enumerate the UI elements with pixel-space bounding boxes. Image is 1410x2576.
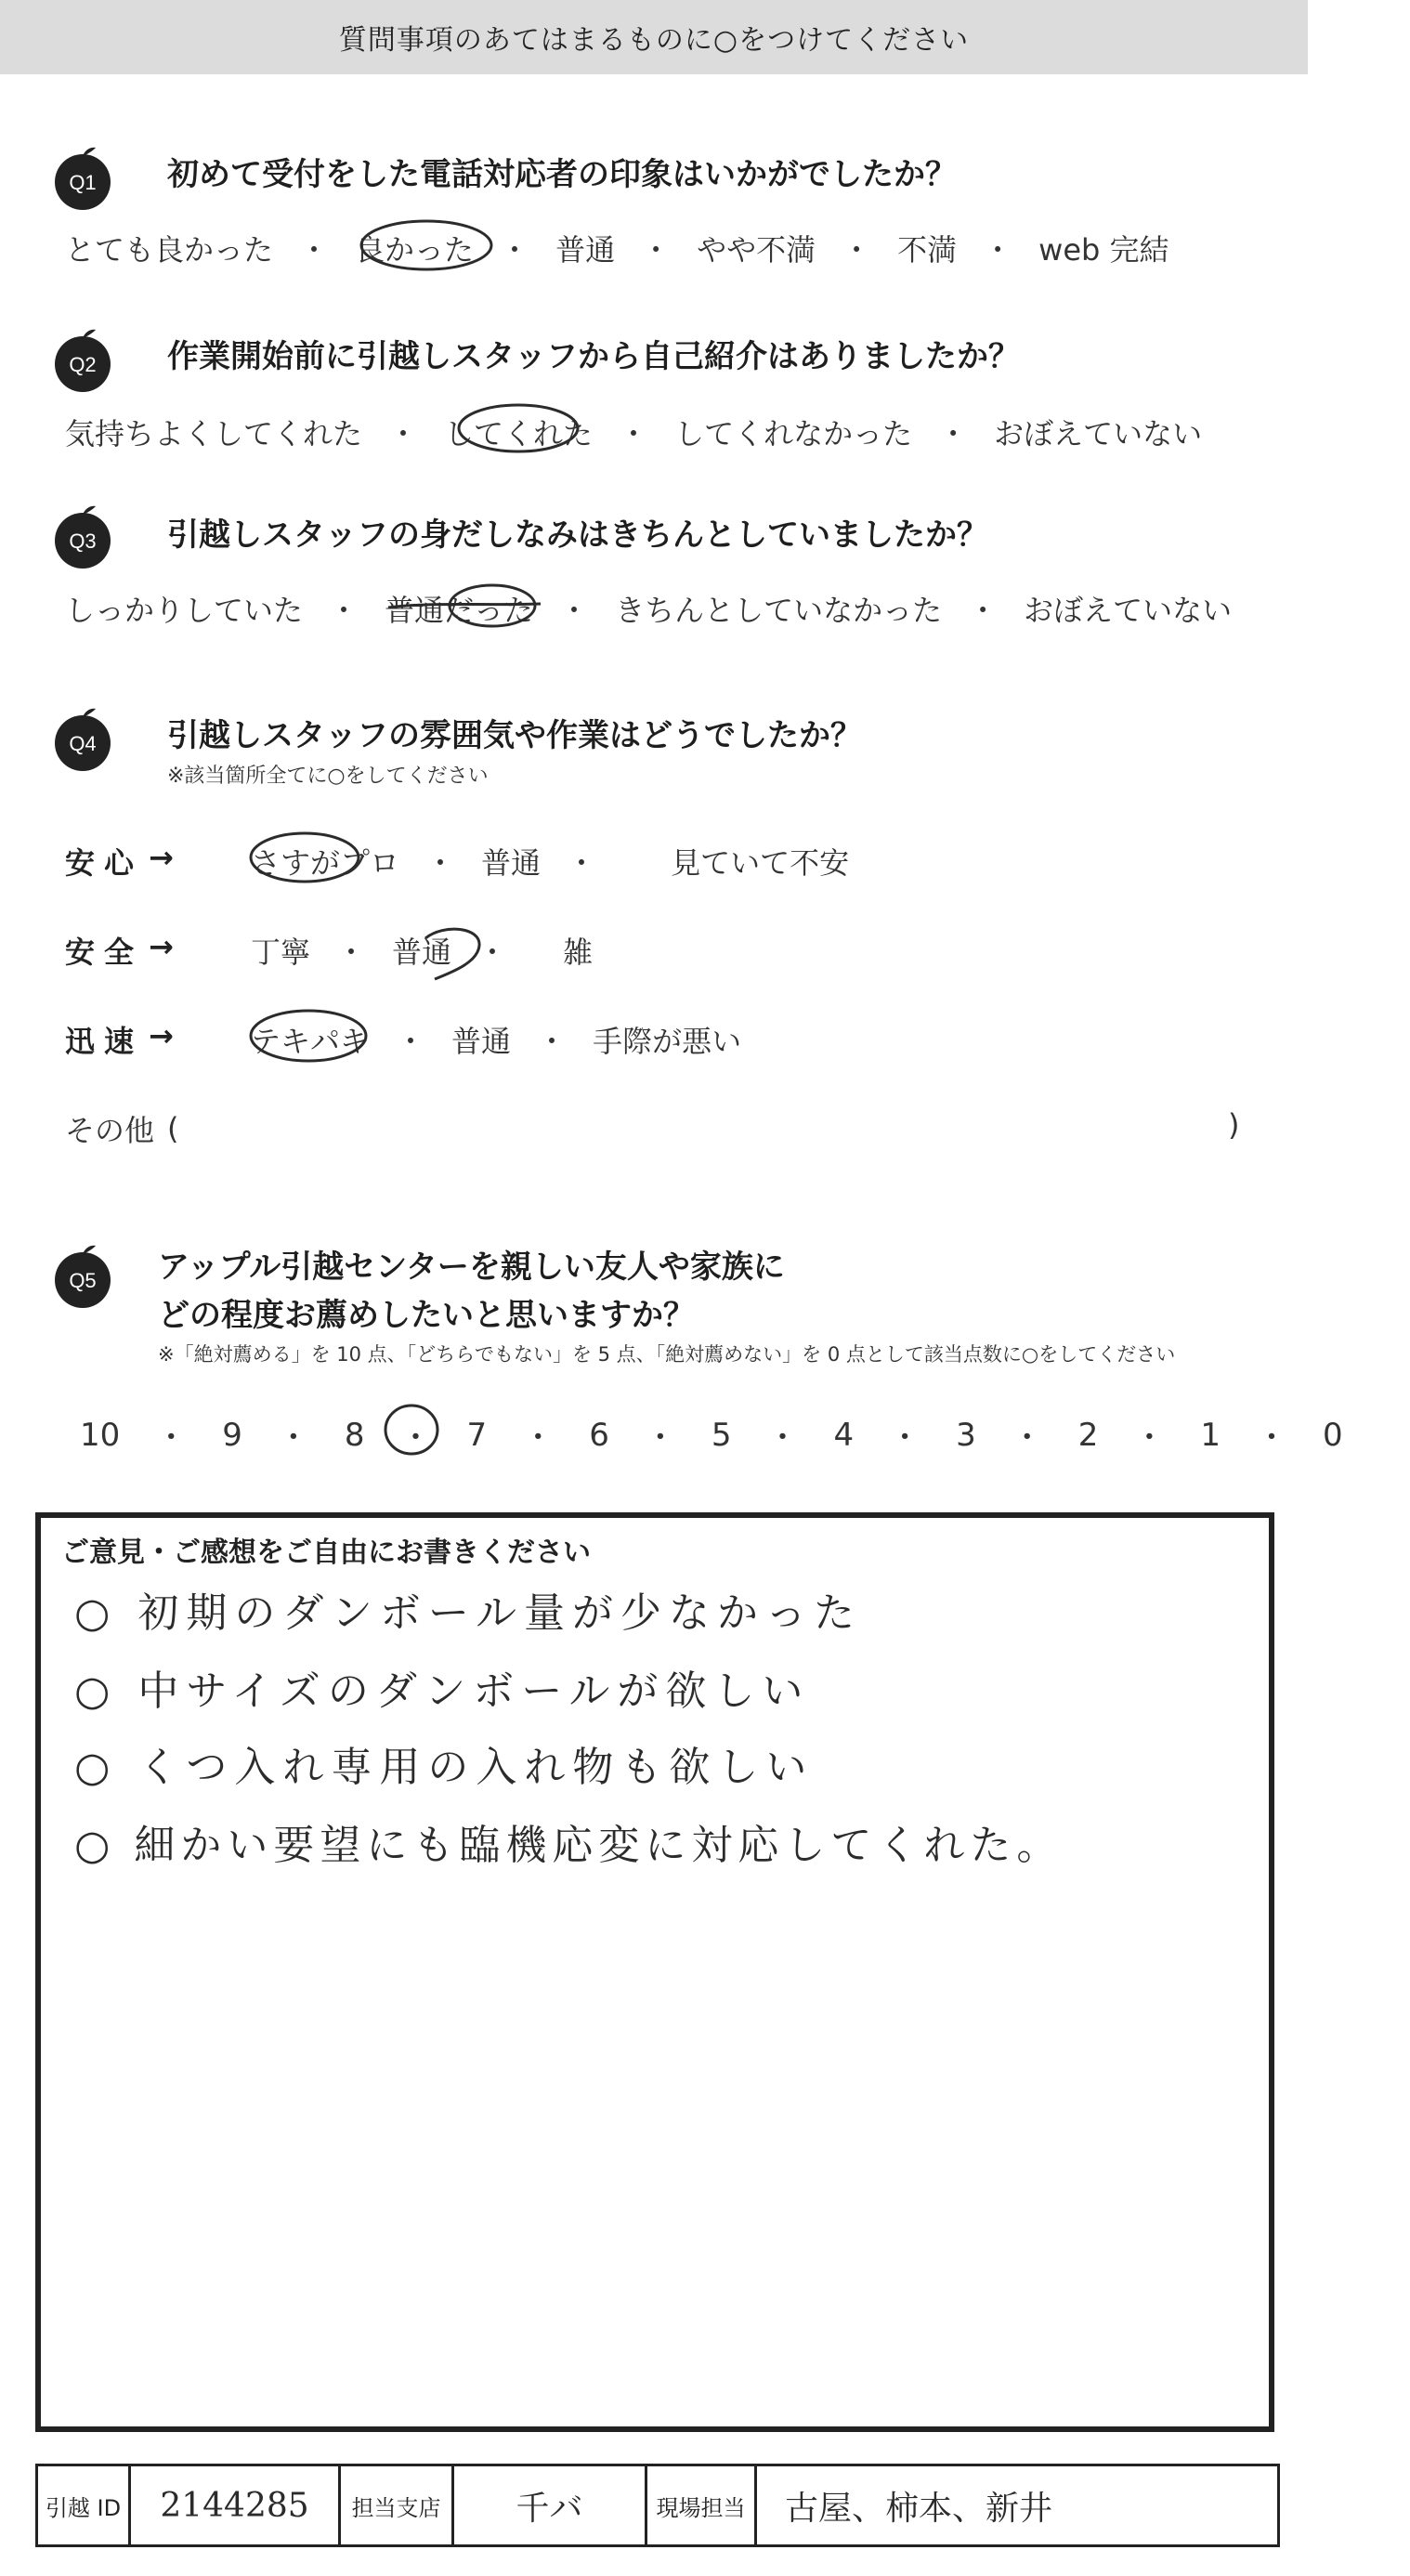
q4-row1-handwritten-circle-mark: [243, 827, 364, 888]
q1-option-6[interactable]: web 完結: [1038, 232, 1169, 268]
separator: ・: [1133, 1419, 1166, 1457]
q4-row1-option-3[interactable]: 見ていて不安: [671, 845, 850, 881]
q2-option-3[interactable]: してくれなかった: [674, 416, 913, 451]
q4-row3-option-3[interactable]: 手際が悪い: [593, 1024, 742, 1059]
comment-heading: ご意見・ご感想をご自由にお書きください: [61, 1536, 591, 1569]
q3-question: 引越しスタッフの身だしなみはきちんとしていましたか？: [167, 517, 988, 554]
q4-row3-option-1[interactable]: テキパキ: [251, 1024, 371, 1059]
separator: ・: [968, 593, 999, 628]
separator: ・: [399, 1419, 432, 1457]
q2-badge-label: Q2: [69, 353, 97, 376]
q4-row2-option-1[interactable]: 丁寧: [251, 935, 311, 970]
q3-apple-badge-icon: [48, 502, 117, 570]
comment-line-2: ○ 中サイズのダンボールが欲しい: [74, 1667, 811, 1715]
q4-row2-option-2[interactable]: 普通: [392, 935, 452, 970]
arrow-icon: →: [149, 840, 174, 875]
separator: ・: [155, 1419, 188, 1457]
separator: ・: [500, 232, 530, 268]
q1-option-1[interactable]: とても良かった: [65, 232, 274, 268]
q4-row1-option-2[interactable]: 普通: [481, 845, 542, 881]
q1-option-2[interactable]: 良かった: [355, 232, 475, 268]
comment-line-4: ○ 細かい要望にも臨機応変に対応してくれた。: [74, 1822, 1064, 1869]
q4-other-label-row: [65, 1107, 179, 1150]
separator: ・: [1011, 1419, 1043, 1457]
footer-id-value: 2144285: [160, 2486, 309, 2525]
footer-staff-value-cell: [757, 2466, 1277, 2544]
q4-badge-label: Q4: [69, 732, 97, 755]
separator: ・: [938, 416, 969, 451]
separator: ・: [889, 1419, 921, 1457]
separator: ・: [766, 1419, 799, 1457]
separator: ・: [842, 232, 872, 268]
separator: ・: [619, 416, 649, 451]
q5-question-line-1: アップル引越センターを親しい友人や家族に: [158, 1249, 785, 1286]
score-9[interactable]: 9: [222, 1416, 242, 1454]
q1-apple-badge-icon: [48, 143, 117, 212]
score-7[interactable]: 7: [466, 1416, 488, 1454]
q1-question: 初めて受付をした電話対応者の印象はいかがでしたか？: [167, 156, 957, 193]
separator: ・: [559, 593, 590, 628]
q5-handwritten-circle-mark: [379, 1397, 444, 1462]
separator: ・: [1256, 1419, 1288, 1457]
q3-handwritten-strike-mark: [381, 578, 548, 634]
separator: ・: [522, 1419, 555, 1457]
q5-score-row: [80, 1412, 1343, 1458]
separator: ・: [567, 845, 597, 881]
q5-badge-label: Q5: [69, 1269, 97, 1292]
q1-option-3[interactable]: 普通: [555, 232, 616, 268]
q4-row3-option-2[interactable]: 普通: [451, 1024, 512, 1059]
score-2[interactable]: 2: [1077, 1416, 1099, 1454]
q2-option-2[interactable]: してくれた: [444, 416, 594, 451]
q2-handwritten-circle-mark: [453, 399, 583, 457]
score-0[interactable]: 0: [1323, 1416, 1343, 1454]
q3-option-4[interactable]: おぼえていない: [1024, 593, 1233, 628]
score-4[interactable]: 4: [833, 1416, 855, 1454]
score-6[interactable]: 6: [589, 1416, 609, 1454]
q5-note: ※「絶対薦める」を 10 点、「どちらでもない」を 5 点、「絶対薦めない」を 0 点として該当点数に○をしてください: [158, 1343, 1176, 1366]
separator: ・: [329, 593, 359, 628]
separator: ・: [644, 1419, 676, 1457]
comment-line-3: ○ くつ入れ専用の入れ物も欲しい: [74, 1744, 815, 1791]
separator: ・: [299, 232, 330, 268]
footer-branch-value-cell: [454, 2466, 647, 2544]
q4-row2-option-3[interactable]: 雑: [563, 935, 594, 970]
q4-note: ※該当箇所全てに○をしてください: [167, 765, 489, 788]
q4-row3-handwritten-circle-mark: [243, 1003, 373, 1068]
separator: ・: [425, 845, 456, 881]
q5-apple-badge-icon: [48, 1241, 117, 1310]
q3-option-3[interactable]: きちんとしていなかった: [615, 593, 943, 628]
q4-other-input[interactable]: [195, 1098, 1217, 1150]
footer-id-label: 引越 ID: [45, 2494, 122, 2521]
q4-other-open-paren: (: [167, 1111, 179, 1146]
q3-option-2[interactable]: 普通だった: [385, 593, 534, 628]
q2-option-4[interactable]: おぼえていない: [994, 416, 1203, 451]
arrow-icon: →: [149, 929, 174, 964]
q1-handwritten-circle-mark: [357, 216, 496, 275]
footer-id-label-cell: [38, 2466, 131, 2544]
q4-row-label-jinsoku: 迅速: [65, 1024, 144, 1059]
separator: ・: [477, 935, 508, 970]
q1-options: [65, 227, 1169, 269]
q1-option-4[interactable]: やや不満: [697, 232, 816, 268]
score-8[interactable]: 8: [344, 1416, 365, 1454]
footer-info-table: [35, 2464, 1280, 2547]
q3-badge-label: Q3: [69, 530, 97, 553]
q2-question: 作業開始前に引越しスタッフから自己紹介はありましたか？: [167, 338, 1020, 375]
q3-options: [65, 587, 1232, 630]
footer-branch-label-cell: [341, 2466, 454, 2544]
q4-row-label-anzen: 安全: [65, 935, 144, 970]
score-10[interactable]: 10: [80, 1416, 121, 1454]
footer-id-value-cell: [131, 2466, 341, 2544]
q2-apple-badge-icon: [48, 325, 117, 394]
q4-question: 引越しスタッフの雰囲気や作業はどうでしたか？: [167, 717, 862, 754]
footer-branch-label: 担当支店: [351, 2494, 441, 2521]
q4-other-label: その他: [65, 1113, 155, 1148]
footer-staff-label-cell: [647, 2466, 757, 2544]
q3-option-1[interactable]: しっかりしていた: [65, 593, 304, 628]
q4-row1-option-1[interactable]: さすがプロ: [251, 845, 400, 881]
separator: ・: [537, 1024, 568, 1059]
instruction-text: 質問事項のあてはまるものに○をつけてください: [338, 24, 970, 57]
instruction-header: [0, 0, 1308, 74]
separator: ・: [983, 232, 1013, 268]
q4-row2-handwritten-circle-mark: [407, 914, 500, 988]
q4-apple-badge-icon: [48, 704, 117, 773]
comment-box[interactable]: [35, 1512, 1274, 2432]
q1-badge-label: Q1: [69, 171, 97, 194]
score-5[interactable]: 5: [711, 1416, 732, 1454]
q2-option-1[interactable]: 気持ちよくしてくれた: [65, 416, 363, 451]
separator: ・: [641, 232, 672, 268]
separator: ・: [396, 1024, 426, 1059]
q4-other-close-paren: ): [1228, 1107, 1240, 1143]
arrow-icon: →: [149, 1018, 174, 1053]
footer-staff-value: 古屋、柿本、新井: [785, 2489, 1053, 2528]
footer-branch-value: 千バ: [516, 2489, 583, 2528]
separator: ・: [336, 935, 367, 970]
q1-option-5[interactable]: 不満: [897, 232, 958, 268]
score-1[interactable]: 1: [1200, 1416, 1221, 1454]
q4-row-label-anshin: 安心: [65, 845, 144, 881]
comment-line-1: ○ 初期のダンボール量が少なかった: [74, 1589, 862, 1637]
q2-options: [65, 411, 1202, 453]
footer-staff-label: 現場担当: [656, 2494, 746, 2521]
separator: ・: [388, 416, 419, 451]
score-3[interactable]: 3: [956, 1416, 976, 1454]
q5-question-line-2: どの程度お薦めしたいと思いますか？: [158, 1297, 695, 1334]
separator: ・: [277, 1419, 309, 1457]
